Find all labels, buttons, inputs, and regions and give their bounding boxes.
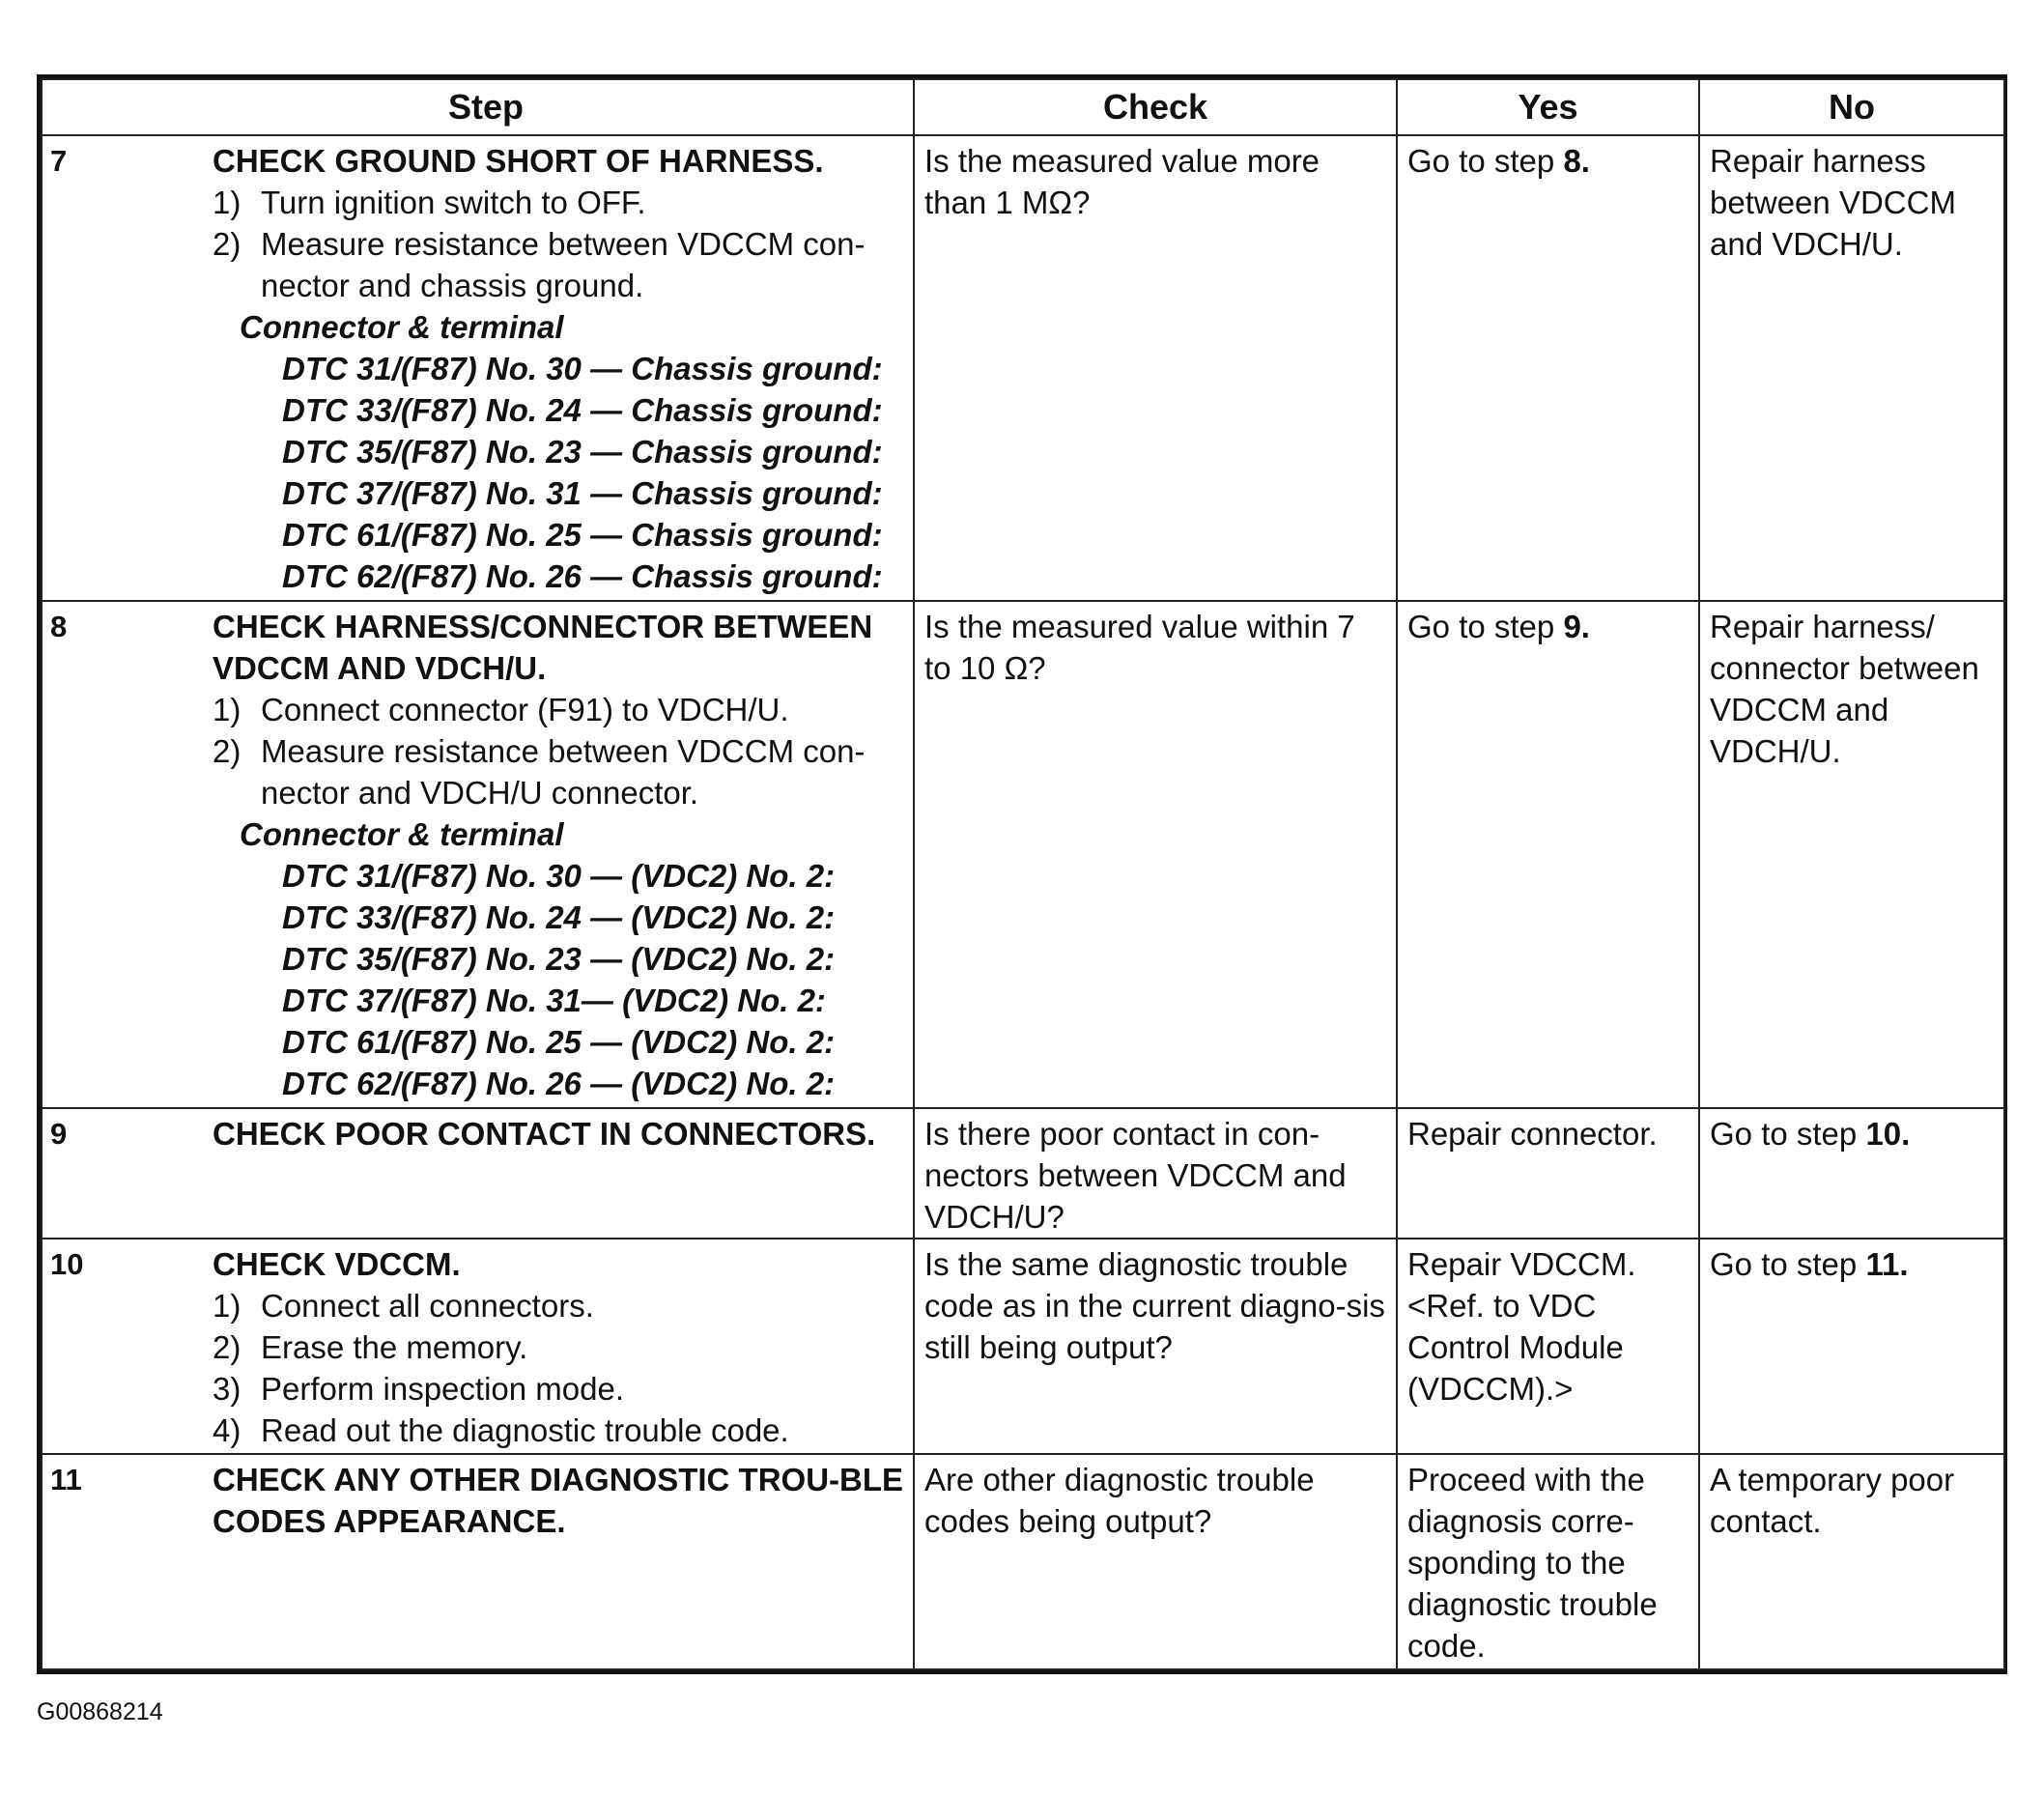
table-row — [42, 1454, 2004, 1669]
check-cell: Is the measured value more than 1 MΩ? — [914, 135, 1397, 601]
no-cell — [1699, 1108, 2004, 1239]
connector-label: Connector & terminal — [240, 815, 564, 852]
yes-cell — [1397, 135, 1699, 601]
yes-cell — [1397, 601, 1699, 1108]
instruction-number: 1) — [213, 185, 241, 220]
header-check: Check — [914, 79, 1397, 135]
header-step: Step — [42, 79, 914, 135]
no-step-ref: 10. — [1865, 1115, 1911, 1152]
step-number: 11 — [50, 1462, 82, 1496]
step-cell — [42, 601, 914, 1108]
dtc-line: DTC 62/(F87) No. 26 — Chassis ground: — [282, 558, 883, 594]
dtc-line: DTC 33/(F87) No. 24 — Chassis ground: — [282, 392, 883, 428]
yes-step-ref: 8. — [1563, 143, 1590, 179]
no-cell — [1699, 1454, 2004, 1669]
instruction-text: Connect connector (F91) to VDCH/U. — [261, 691, 789, 727]
figure-code: G00868214 — [37, 1698, 163, 1725]
step-title: CHECK HARNESS/CONNECTOR BETWEEN VDCCM AND VDCH/U. — [213, 608, 873, 686]
no-text: Go to step — [1710, 1115, 1866, 1152]
instruction-number: 3) — [213, 1371, 241, 1408]
instruction-number: 1) — [213, 691, 241, 727]
instruction-text: Read out the diagnostic trouble code. — [261, 1412, 789, 1449]
step-number: 10 — [50, 1247, 84, 1282]
yes-step-ref: 9. — [1563, 608, 1590, 644]
yes-cell — [1397, 1239, 1699, 1453]
yes-text: Go to step — [1407, 143, 1564, 179]
no-text: A temporary poor contact. — [1710, 1461, 1955, 1539]
yes-text: Repair VDCCM. <Ref. to VDC Control Module (VDCCM).> — [1407, 1246, 1636, 1408]
header-yes: Yes — [1397, 79, 1699, 135]
step-title: CHECK POOR CONTACT IN CONNECTORS. — [213, 1115, 876, 1152]
step-wrap — [43, 136, 913, 597]
step-body — [213, 1455, 913, 1542]
no-cell — [1699, 135, 2004, 601]
step-wrap — [43, 602, 913, 1104]
header-no: No — [1699, 79, 2004, 135]
yes-text: Go to step — [1407, 608, 1564, 644]
table-row — [42, 1239, 2004, 1453]
dtc-line: DTC 62/(F87) No. 26 — (VDC2) No. 2: — [282, 1065, 836, 1101]
dtc-line: DTC 37/(F87) No. 31 — Chassis ground: — [282, 475, 883, 511]
table-row — [42, 135, 2004, 601]
step-number: 8 — [50, 609, 68, 643]
diagnostic-table-frame — [37, 74, 2007, 1674]
step-cell — [42, 1239, 914, 1453]
step-title: CHECK GROUND SHORT OF HARNESS. — [213, 143, 824, 179]
check-cell: Are other diagnostic trouble codes being output? — [914, 1454, 1397, 1669]
check-cell: Is the same diagnostic trouble code as in the current diagno-sis still being output? — [914, 1239, 1397, 1453]
instruction-text: Perform inspection mode. — [261, 1371, 625, 1408]
step-body — [213, 136, 913, 597]
yes-cell — [1397, 1454, 1699, 1669]
instruction-text: Measure resistance between VDCCM con-nector and VDCH/U connector. — [261, 732, 866, 811]
no-text: Go to step — [1710, 1246, 1866, 1283]
step-instruction — [213, 1410, 913, 1451]
no-text: Repair harness/ connector between VDCCM and VDCH/U. — [1710, 608, 1979, 769]
dtc-line: DTC 31/(F87) No. 30 — Chassis ground: — [282, 351, 883, 386]
instruction-number: 4) — [213, 1412, 241, 1449]
step-instruction — [213, 1285, 913, 1326]
instruction-number: 2) — [213, 1329, 241, 1366]
table-row — [42, 1108, 2004, 1239]
step-wrap — [43, 1109, 913, 1154]
yes-cell — [1397, 1108, 1699, 1239]
instruction-text: Measure resistance between VDCCM con-nector and chassis ground. — [261, 226, 866, 303]
instruction-number: 2) — [213, 732, 241, 769]
instruction-number: 1) — [213, 1288, 241, 1325]
step-title: CHECK VDCCM. — [213, 1246, 461, 1283]
connector-label: Connector & terminal — [240, 309, 564, 345]
step-title: CHECK ANY OTHER DIAGNOSTIC TROU-BLE CODES APPEARANCE. — [213, 1461, 904, 1539]
no-cell — [1699, 1239, 2004, 1453]
dtc-line: DTC 31/(F87) No. 30 — (VDC2) No. 2: — [282, 857, 836, 894]
dtc-line: DTC 35/(F87) No. 23 — (VDC2) No. 2: — [282, 940, 836, 977]
no-step-ref: 11. — [1865, 1246, 1909, 1283]
step-cell — [42, 1108, 914, 1239]
instruction-number: 2) — [213, 226, 241, 262]
yes-text: Proceed with the diagnosis corre-sponding to the diagnostic trouble code. — [1407, 1461, 1658, 1664]
dtc-line: DTC 33/(F87) No. 24 — (VDC2) No. 2: — [282, 898, 836, 935]
check-cell: Is the measured value within 7 to 10 Ω? — [914, 601, 1397, 1108]
step-number: 9 — [50, 1116, 68, 1151]
step-cell — [42, 135, 914, 601]
table-row — [42, 601, 2004, 1108]
instruction-text: Turn ignition switch to OFF. — [261, 185, 646, 220]
step-instruction — [213, 182, 913, 223]
check-cell: Is there poor contact in con-nectors between VDCCM and VDCH/U? — [914, 1108, 1397, 1239]
instruction-text: Connect all connectors. — [261, 1288, 594, 1325]
step-body — [213, 1239, 913, 1451]
diagnostic-table — [41, 78, 2005, 1670]
no-text: Repair harness between VDCCM and VDCH/U. — [1710, 143, 1956, 262]
step-body — [213, 1109, 913, 1154]
dtc-line: DTC 35/(F87) No. 23 — Chassis ground: — [282, 434, 883, 470]
step-instruction — [213, 1368, 913, 1410]
dtc-line: DTC 37/(F87) No. 31— (VDC2) No. 2: — [282, 982, 826, 1018]
step-body — [213, 602, 913, 1104]
step-cell — [42, 1454, 914, 1669]
step-instruction — [213, 1326, 913, 1368]
instruction-text: Erase the memory. — [261, 1329, 528, 1366]
step-instruction — [213, 689, 913, 730]
step-wrap — [43, 1455, 913, 1542]
header-row — [42, 79, 2004, 135]
step-instruction — [213, 223, 913, 306]
step-instruction — [213, 730, 913, 813]
step-wrap — [43, 1239, 913, 1451]
yes-text: Repair connector. — [1407, 1115, 1658, 1152]
no-cell — [1699, 601, 2004, 1108]
dtc-line: DTC 61/(F87) No. 25 — (VDC2) No. 2: — [282, 1023, 836, 1060]
dtc-line: DTC 61/(F87) No. 25 — Chassis ground: — [282, 517, 883, 553]
step-number: 7 — [50, 144, 68, 178]
